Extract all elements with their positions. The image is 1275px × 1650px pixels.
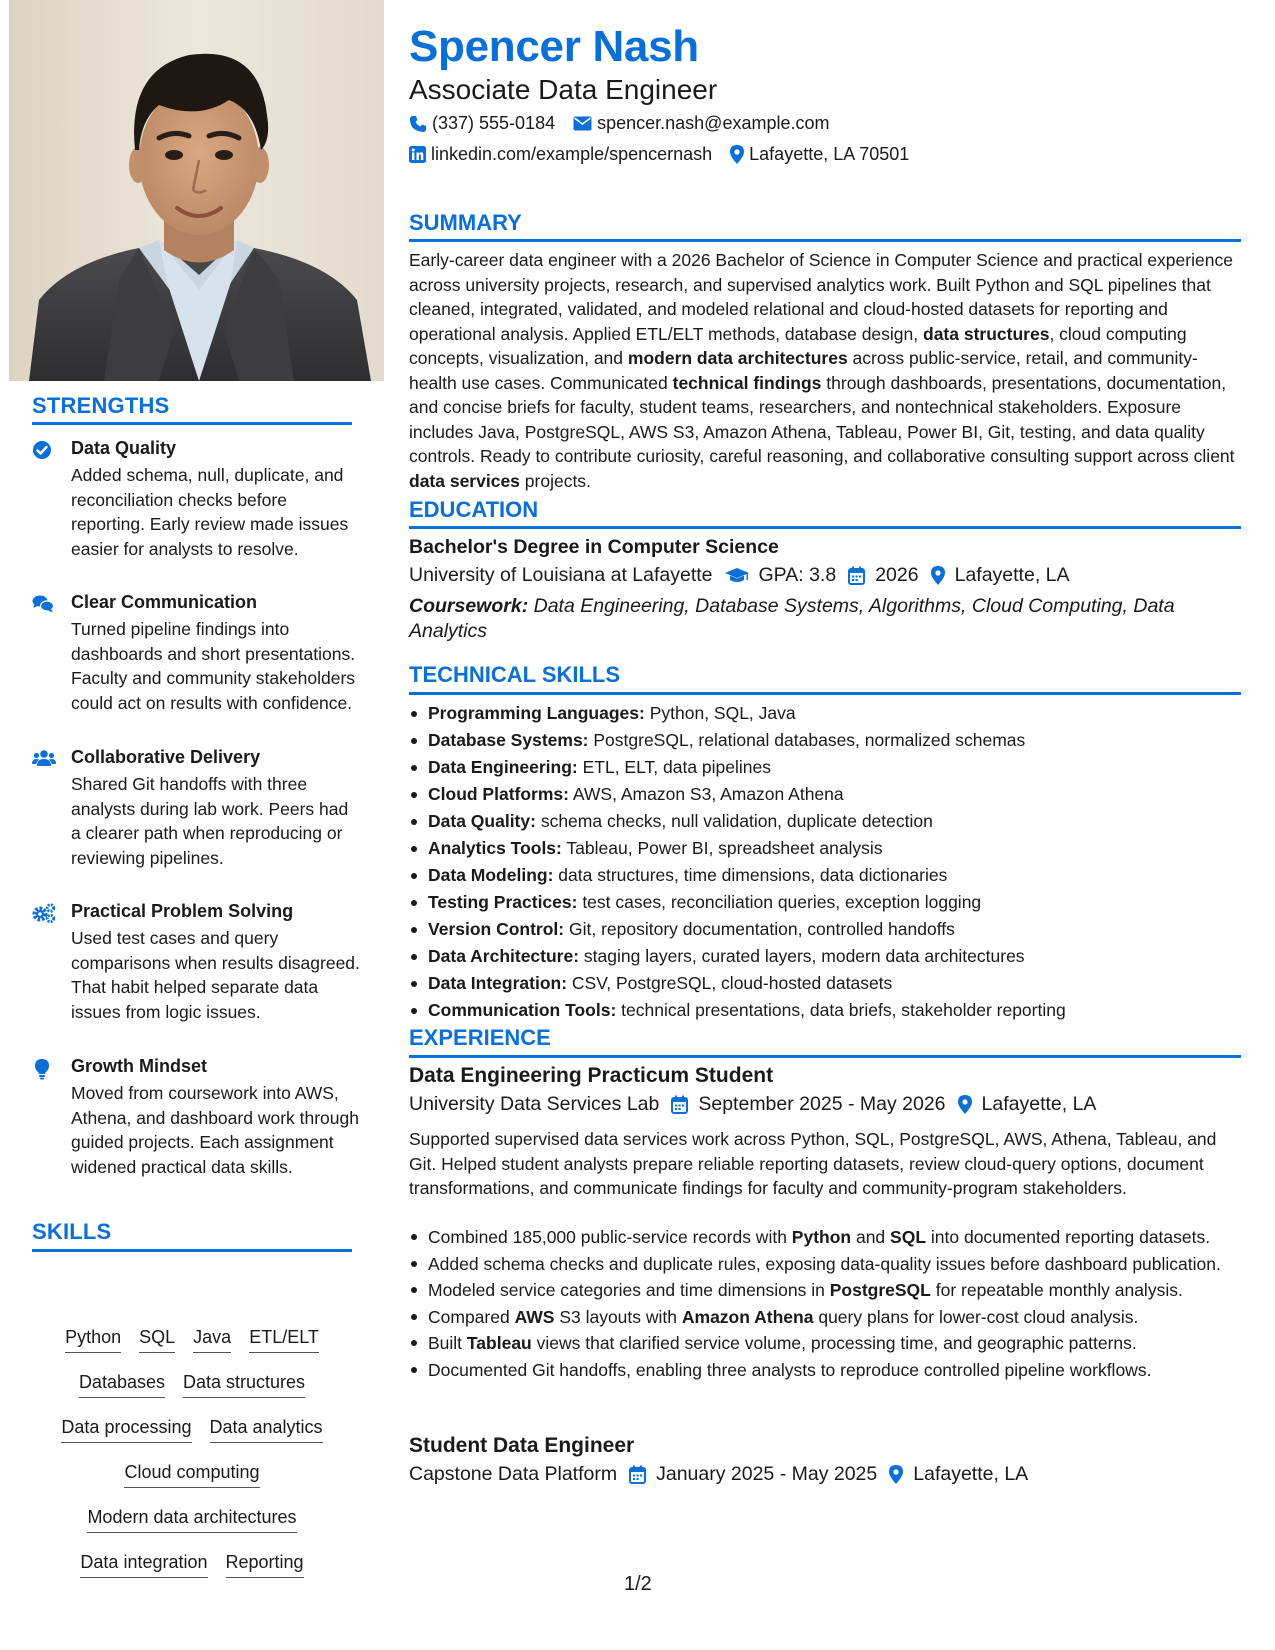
users-icon: [32, 749, 56, 771]
bullet-bold: SQL: [890, 1227, 927, 1247]
skill-value: PostgreSQL, relational databases, normalized schemas: [588, 730, 1026, 750]
skill-tag: Data analytics: [210, 1415, 323, 1443]
location-text: Lafayette, LA 70501: [749, 144, 910, 164]
job-location-text: Lafayette, LA: [913, 1463, 1029, 1485]
bullet-part: and: [851, 1227, 891, 1247]
job-dates: [671, 1093, 945, 1116]
year-text: 2026: [875, 564, 919, 586]
bullet-bold: Tableau: [466, 1333, 532, 1353]
job-meta: [409, 1463, 1040, 1486]
skill-label: Programming Languages:: [428, 703, 645, 723]
list-item: [409, 943, 1245, 970]
calendar-icon: [629, 1465, 656, 1484]
strength-title: Clear Communication: [71, 592, 258, 612]
lightbulb-icon: [32, 1058, 56, 1080]
job-summary: Supported supervised data services work across Python, SQL, PostgreSQL, AWS, Athena, Tableau, and Git. Helped student analysts prepare reliable reporting datasets, review cloud-query options, document transformations, and communicate findings for faculty and community-program stakeholders.: [409, 1129, 1217, 1198]
summary-text: [409, 248, 1245, 493]
school-name: University of Louisiana at Lafayette: [409, 564, 713, 586]
job-org: Capstone Data Platform: [409, 1463, 618, 1485]
gpa: [725, 564, 837, 587]
job-dates-text: January 2025 - May 2025: [656, 1463, 878, 1485]
summary-part: across public-service, retail, and community-health use cases. Communicated: [409, 348, 1198, 393]
bullet-part: Documented Git handoffs, enabling three analysts to reproduce controlled pipeline workflows.: [428, 1359, 1152, 1380]
phone-icon: [409, 115, 432, 133]
list-item: [409, 1252, 1245, 1277]
summary-heading: SUMMARY: [409, 210, 522, 235]
skill-label: Analytics Tools:: [428, 838, 562, 858]
comments-icon: [32, 594, 56, 616]
skill-tag-row: [32, 1550, 352, 1595]
skill-tag: Data structures: [183, 1370, 305, 1398]
contact-linkedin[interactable]: [409, 144, 712, 165]
skill-tag-row: [32, 1325, 352, 1370]
strength-desc: Used test cases and query comparisons when results disagreed. That habit helped separate data issues from logic issues.: [71, 928, 360, 1022]
skill-value: Python, SQL, Java: [644, 703, 796, 723]
map-pin-icon: [931, 566, 955, 585]
skill-label: Version Control:: [428, 919, 565, 939]
coursework-label: Coursework:: [409, 595, 529, 617]
skill-tag: Cloud computing: [124, 1460, 259, 1488]
school-location-text: Lafayette, LA: [954, 564, 1070, 586]
job-location: [889, 1463, 1028, 1486]
list-item: [409, 727, 1245, 754]
skills-heading: SKILLS: [32, 1219, 112, 1244]
summary-part: Early-career data engineer with a 2026 Bachelor of Science in Computer Science and practical experience across university projects, research, and supervised analytics work. Built Python and SQL pipelines that cleaned, integrated, validated, and modeled relational and cloud-hosted datasets for reporting and operational analysis. Applied ETL/ELT methods, database design,: [409, 250, 1233, 344]
map-pin-icon: [730, 145, 749, 164]
summary-rule: [409, 239, 1241, 242]
summary-bold: data services: [409, 470, 520, 491]
summary-part: , cloud computing concepts, visualization, and: [409, 323, 1187, 368]
graduation-cap-icon: [725, 567, 759, 585]
bullet-bold: AWS: [514, 1306, 555, 1327]
technical-skills-rule: [409, 692, 1241, 695]
bullet-part: into documented reporting datasets.: [926, 1227, 1211, 1247]
contact-phone: [409, 113, 555, 134]
summary-bold: data structures: [923, 323, 1050, 344]
bullet-part: views that clarified service volume, processing time, and geographic patterns.: [531, 1333, 1137, 1353]
strength-title: Growth Mindset: [71, 1056, 207, 1076]
bullet-bold: PostgreSQL: [829, 1280, 931, 1300]
job-dates: [629, 1463, 877, 1486]
contact-row: [409, 113, 848, 134]
skill-label: Database Systems:: [428, 730, 589, 750]
skill-value: ETL, ELT, data pipelines: [577, 757, 772, 777]
candidate-name: Spencer Nash: [409, 22, 699, 71]
list-item: [409, 754, 1245, 781]
candidate-role: Associate Data Engineer: [409, 74, 718, 105]
skill-tag: Java: [193, 1325, 231, 1353]
skill-value: AWS, Amazon S3, Amazon Athena: [568, 784, 844, 804]
skill-tag: Data processing: [61, 1415, 191, 1443]
skills-rule: [32, 1249, 352, 1252]
skill-tag-row: [32, 1460, 352, 1505]
bullet-part: Compared: [428, 1306, 515, 1327]
summary-part: through dashboards, presentations, documentation, and concise briefs for faculty, student teams, researchers, and nontechnical stakeholders. Exposure includes Java, PostgreSQL, AWS S3, Amazon Athena, Tableau, Power BI, Git, testing, and data quality controls. Ready to contribute curiosity, careful reasoning, and collaborative consulting support across client: [409, 372, 1235, 466]
phone-text: (337) 555-0184: [432, 113, 556, 133]
list-item: [409, 835, 1245, 862]
list-item: [409, 781, 1245, 808]
skill-value: schema checks, null validation, duplicate detection: [535, 811, 933, 831]
list-item: [409, 1305, 1245, 1330]
skill-tag: Python: [65, 1325, 121, 1353]
skill-tag: Modern data architectures: [87, 1505, 296, 1533]
strength-item: [32, 438, 352, 578]
bullet-part: Built: [428, 1333, 467, 1353]
summary-part: projects.: [519, 470, 591, 491]
coursework-text: Data Engineering, Database Systems, Algorithms, Cloud Computing, Data Analytics: [409, 595, 1175, 642]
calendar-icon: [848, 566, 875, 585]
school-location: [931, 564, 1070, 587]
list-item: [409, 916, 1245, 943]
skill-label: Data Engineering:: [428, 757, 578, 777]
contact-location: [730, 144, 909, 165]
bullet-part: query plans for lower-cost cloud analysis.: [813, 1306, 1139, 1327]
experience-heading: EXPERIENCE: [409, 1025, 551, 1050]
job-org: University Data Services Lab: [409, 1093, 660, 1115]
job-dates-text: September 2025 - May 2026: [698, 1093, 946, 1115]
skill-label: Data Quality:: [428, 811, 536, 831]
gpa-text: GPA: 3.8: [758, 564, 837, 586]
experience-rule: [409, 1055, 1241, 1058]
profile-photo: [9, 0, 384, 381]
list-item: [409, 1278, 1245, 1303]
strength-title: Collaborative Delivery: [71, 747, 261, 767]
job-location: [958, 1093, 1097, 1116]
bullet-part: Modeled service categories and time dimensions in: [428, 1280, 830, 1300]
strength-desc: Added schema, null, duplicate, and reconciliation checks before reporting. Early review made issues easier for analysts to resolve.: [71, 465, 349, 559]
skill-value: test cases, reconciliation queries, exception logging: [577, 892, 982, 912]
skill-tag-row: [32, 1505, 352, 1550]
strengths-heading: STRENGTHS: [32, 393, 170, 418]
page-number: 1/2: [624, 1573, 652, 1595]
check-circle-icon: [32, 440, 56, 462]
skill-tag: Databases: [79, 1370, 165, 1398]
summary-bold: technical findings: [672, 372, 822, 393]
job-meta: [409, 1093, 1108, 1116]
envelope-icon: [573, 116, 597, 131]
job-title: Student Data Engineer: [409, 1434, 635, 1457]
sidebar: [0, 0, 384, 1650]
list-item: [409, 1225, 1245, 1250]
bullet-part: Combined 185,000 public-service records with: [428, 1227, 792, 1247]
education-meta: [409, 564, 1082, 587]
strength-item: [32, 592, 356, 732]
bullet-bold: Amazon Athena: [681, 1306, 814, 1327]
degree-title: Bachelor's Degree in Computer Science: [409, 536, 779, 558]
strength-title: Data Quality: [71, 438, 177, 458]
summary-bold: modern data architectures: [627, 348, 848, 368]
skill-label: Testing Practices:: [428, 892, 578, 912]
linkedin-text[interactable]: linkedin.com/example/spencernash: [431, 144, 713, 164]
skill-tag-row: [32, 1370, 352, 1415]
skill-label: Data Architecture:: [428, 946, 580, 966]
contact-email[interactable]: [573, 113, 829, 134]
map-pin-icon: [889, 1465, 913, 1484]
bullet-part: for repeatable monthly analysis.: [930, 1280, 1183, 1300]
skill-value: data structures, time dimensions, data dictionaries: [553, 865, 948, 885]
education-rule: [409, 526, 1241, 529]
list-item: [409, 700, 1245, 727]
list-item: [409, 1358, 1245, 1383]
email-text[interactable]: spencer.nash@example.com: [597, 113, 830, 133]
skill-tag: SQL: [139, 1325, 175, 1353]
job-title: Data Engineering Practicum Student: [409, 1064, 774, 1087]
technical-skills-heading: TECHNICAL SKILLS: [409, 662, 621, 687]
technical-skills-list: [409, 700, 1245, 1024]
contact-row: [409, 144, 927, 165]
strengths-rule: [32, 422, 352, 425]
job-bullets: [409, 1225, 1245, 1382]
skill-label: Cloud Platforms:: [428, 784, 569, 804]
list-item: [409, 1331, 1245, 1356]
skill-label: Communication Tools:: [428, 1000, 617, 1020]
bullet-part: S3 layouts with: [554, 1306, 682, 1327]
skill-label: Data Modeling:: [428, 865, 554, 885]
skill-tag: Data integration: [80, 1550, 207, 1578]
skill-value: Tableau, Power BI, spreadsheet analysis: [561, 838, 883, 858]
gears-icon: [32, 903, 56, 925]
skill-value: CSV, PostgreSQL, cloud-hosted datasets: [567, 973, 893, 993]
job-location-text: Lafayette, LA: [981, 1093, 1097, 1115]
list-item: [409, 889, 1245, 916]
list-item: [409, 808, 1245, 835]
strength-desc: Shared Git handoffs with three analysts during lab work. Peers had a clearer path when reproducing or reviewing pipelines.: [71, 774, 349, 868]
strength-desc: Moved from coursework into AWS, Athena, and dashboard work through guided projects. Each assignment widened practical data skills.: [71, 1083, 359, 1177]
calendar-icon: [671, 1095, 698, 1114]
list-item: [409, 862, 1245, 889]
skills-tags: [32, 1325, 352, 1595]
skill-tag: ETL/ELT: [249, 1325, 319, 1353]
strength-item: [32, 747, 352, 887]
education-heading: EDUCATION: [409, 497, 539, 522]
map-pin-icon: [958, 1095, 982, 1114]
strength-title: Practical Problem Solving: [71, 901, 294, 921]
strength-desc: Turned pipeline findings into dashboards and short presentations. Faculty and community stakeholders could act on results with confidence.: [71, 619, 356, 713]
skill-tag: Reporting: [226, 1550, 304, 1578]
linkedin-icon: [409, 146, 431, 163]
graduation-year: [848, 564, 918, 587]
list-item: [409, 997, 1245, 1024]
coursework: [409, 594, 1245, 643]
skill-value: Git, repository documentation, controlled handoffs: [564, 919, 955, 939]
strength-item: [32, 901, 360, 1041]
bullet-bold: Python: [791, 1227, 852, 1247]
skill-value: staging layers, curated layers, modern data architectures: [579, 946, 1025, 966]
skill-value: technical presentations, data briefs, stakeholder reporting: [616, 1000, 1066, 1020]
skill-tag-row: [32, 1415, 352, 1460]
strength-item: [32, 1056, 359, 1196]
bullet-part: Added schema checks and duplicate rules, exposing data-quality issues before dashboard publication.: [428, 1253, 1221, 1274]
list-item: [409, 970, 1245, 997]
skill-label: Data Integration:: [428, 973, 568, 993]
